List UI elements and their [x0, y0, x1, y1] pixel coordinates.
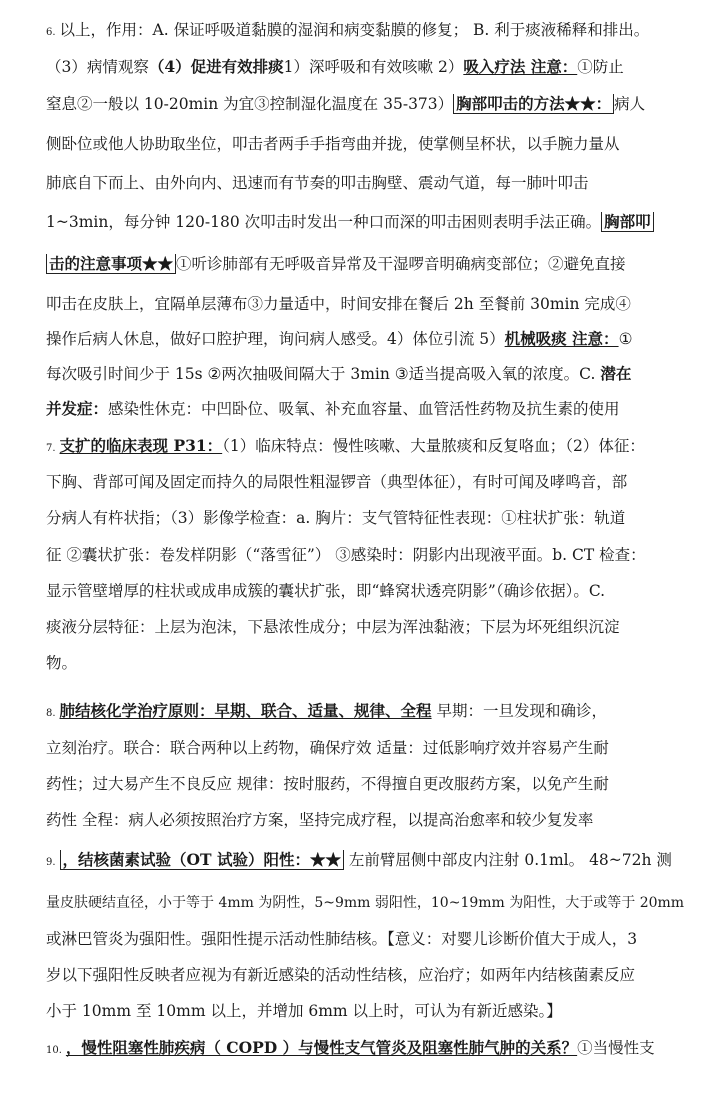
- text-line: 6. 以上，作用：A. 保证呼吸道黏膜的湿润和病变黏膜的修复； B. 利于痰液稀释和排出。: [46, 21, 650, 39]
- boxed-heading: 胸部叩击的方法★★：: [453, 94, 614, 114]
- boxed-heading: ，结核菌素试验（OT 试验）阳性：★★: [60, 850, 344, 870]
- item-number: 7.: [46, 443, 56, 454]
- text-line: 9. ，结核菌素试验（OT 试验）阳性：★★ 左前臂屈侧中部皮内注射 0.1ml。 48~72h 测: [46, 850, 672, 869]
- text-line: 药性；过大易产生不良反应 规律：按时服药，不得擅自更改服药方案，以免产生耐: [46, 775, 609, 793]
- text-line: 征 ②囊状扩张：卷发样阴影（“落雪征”） ③感染时：阴影内出现液平面。b. CT 检查：: [46, 546, 646, 564]
- item-number: 8.: [46, 708, 56, 719]
- text-line: 窒息②一般以 10-20min 为宜③控制湿化温度在 35-373） 胸部叩击的方法★★： 病人: [46, 94, 646, 113]
- boxed-heading: 击的注意事项★★: [46, 254, 176, 274]
- text-line: 痰液分层特征：上层为泡沫，下悬浓性成分；中层为浑浊黏液；下层为坏死组织沉淀: [46, 618, 620, 636]
- text-line: 10. ，慢性阻塞性肺疾病（ COPD ）与慢性支气管炎及阻塞性肺气肿的关系？①当慢性支: [46, 1038, 655, 1057]
- text-line: 立刻治疗。联合：联合两种以上药物，确保疗效 适量：过低影响疗效并容易产生耐: [46, 739, 609, 757]
- text-line: 药性 全程：病人必须按照治疗方案，坚持完成疗程，以提高治愈率和较少复发率: [46, 811, 594, 829]
- text-line: 岁以下强阳性反映者应视为有新近感染的活动性结核，应治疗；如两年内结核菌素反应: [46, 966, 636, 984]
- text-line: 物。: [46, 654, 78, 672]
- text-line: 7. 支扩的临床表现 P31：（1）临床特点：慢性咳嗽、大量脓痰和反复咯血；（2）体征：: [46, 436, 645, 455]
- text-line: 肺底自下而上、由外向内、迅速而有节奏的叩击胸壁、震动气道，每一肺叶叩击: [46, 174, 589, 192]
- text-line: （3）病情观察（4）促进有效排痰1）深呼吸和有效咳嗽 2）吸入疗法 注意：①防止: [46, 57, 624, 76]
- text-line: 显示管壁增厚的柱状或成串成簇的囊状扩张，即“蜂窝状透亮阴影”（确诊依据）。C.: [46, 582, 606, 600]
- text-line: 8. 肺结核化学治疗原则：早期、联合、适量、规律、全程 早期：一旦发现和确诊，: [46, 701, 607, 720]
- text-line: 击的注意事项★★ ①听诊肺部有无呼吸音异常及干湿啰音明确病变部位；②避免直接: [46, 254, 693, 276]
- text-line: 1~3min，每分钟 120-180 次叩击时发出一种口而深的叩击困则表明手法正确。 胸部叩: [46, 212, 693, 234]
- text-line: 量皮肤硬结直径，小于等于 4mm 为阴性，5~9mm 弱阳性，10~19mm 为阳性，大于或等于 20mm: [46, 895, 685, 911]
- text-line: 小于 10mm 至 10mm 以上，并增加 6mm 以上时，可认为有新近感染。】: [46, 1002, 562, 1020]
- text-line: 叩击在皮肤上，宜隔单层薄布③力量适中，时间安排在餐后 2h 至餐前 30min 完成④: [46, 295, 631, 313]
- text-line: 每次吸引时间少于 15s ②两次抽吸间隔大于 3min ③适当提高吸入氧的浓度。C. 潜在: [46, 364, 632, 383]
- item-number: 10.: [46, 1045, 62, 1056]
- text-line: 并发症：感染性休克：中凹卧位、吸氧、补充血容量、血管活性药物及抗生素的使用: [46, 399, 620, 418]
- text-line: 操作后病人休息，做好口腔护理，询问病人感受。4）体位引流 5）机械吸痰 注意：①: [46, 329, 633, 348]
- text-line: 分病人有杵状指；（3）影像学检查：a. 胸片：支气管特征性表现：①柱状扩张：轨道: [46, 509, 626, 527]
- item-number: 6.: [46, 27, 56, 38]
- text-line: 或淋巴管炎为强阳性。强阳性提示活动性肺结核。【意义：对婴儿诊断价值大于成人，3: [46, 930, 638, 948]
- text-line: 侧卧位或他人协助取坐位，叩击者两手手指弯曲并拢，使掌侧呈杯状，以手腕力量从: [46, 135, 620, 153]
- item-number: 9.: [46, 857, 56, 868]
- boxed-heading: 胸部叩: [601, 212, 654, 232]
- text-line: 下胸、背部可闻及固定而持久的局限性粗湿锣音（典型体征），有时可闻及哮鸣音，部: [46, 473, 628, 491]
